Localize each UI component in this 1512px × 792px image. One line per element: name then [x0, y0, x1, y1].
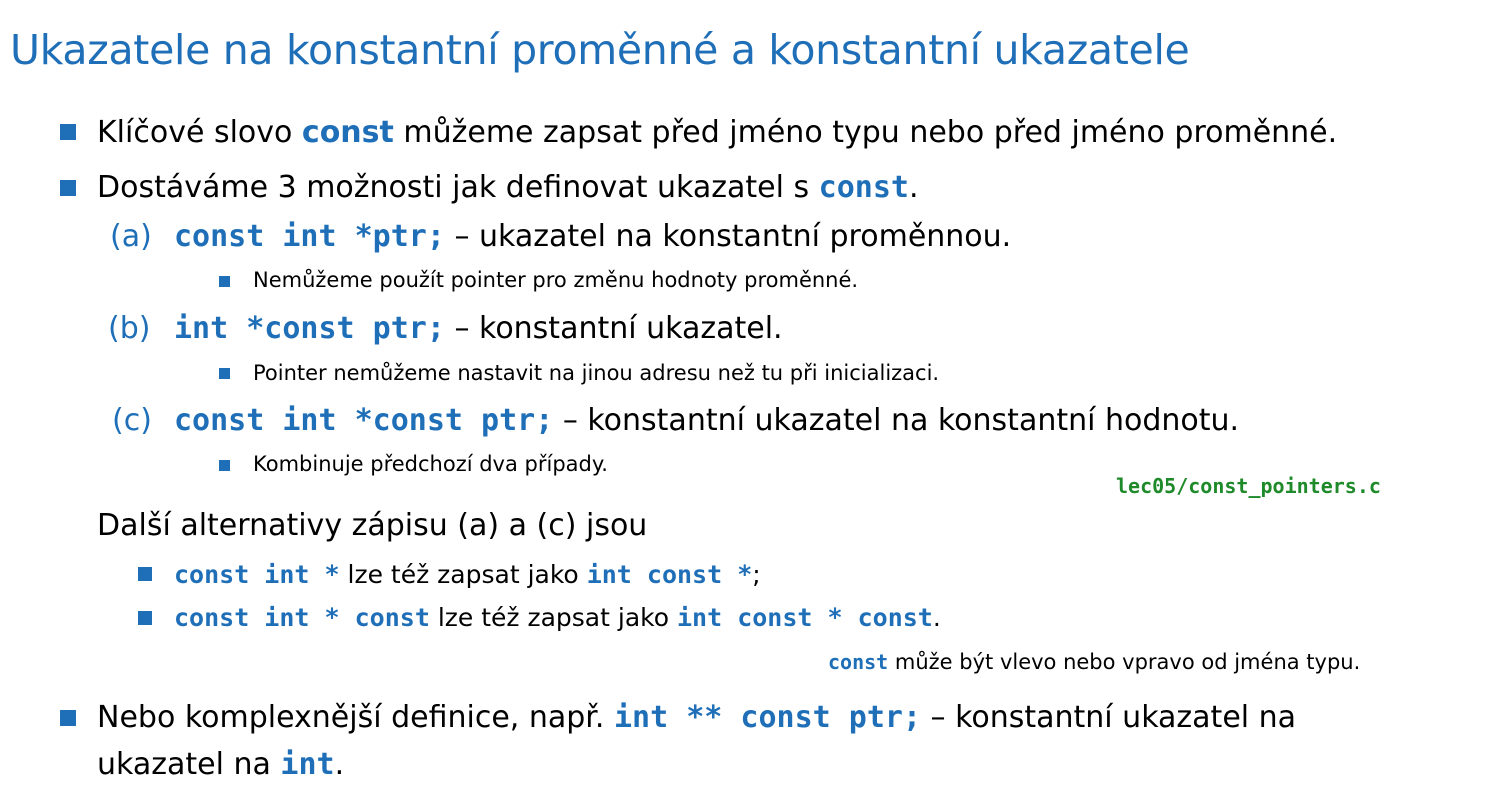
- bullet-2-text: Dostáváme 3 možnosti jak definovat ukazatel s const.: [97, 170, 919, 205]
- item-c-text: const int *const ptr; – konstantní ukazatel na konstantní hodnotu.: [174, 403, 1240, 438]
- bullet-1-marker: [60, 124, 76, 140]
- alt-2-text: const int * const lze též zapsat jako int const * const.: [174, 603, 941, 632]
- enum-label-b: (b): [108, 311, 151, 346]
- item-a-subtext: Nemůžeme použít pointer pro změnu hodnoty proměnné.: [253, 268, 859, 292]
- source-file-reference: lec05/const_pointers.c: [1116, 474, 1381, 498]
- item-a-sub-marker: [219, 276, 230, 287]
- keyword-const: const: [301, 115, 394, 150]
- item-b-sub-marker: [219, 368, 230, 379]
- bullet-2-marker: [60, 180, 76, 196]
- item-c-sub-marker: [219, 460, 230, 471]
- item-b-text: int *const ptr; – konstantní ukazatel.: [174, 311, 783, 346]
- bullet-1-text: Klíčové slovo const můžeme zapsat před jméno typu nebo před jméno proměnné.: [97, 115, 1338, 150]
- enum-label-a: (a): [110, 219, 152, 254]
- alternatives-heading: Další alternativy zápisu (a) a (c) jsou: [97, 508, 648, 543]
- alt-2-marker: [138, 611, 152, 625]
- alt-1-marker: [138, 567, 152, 581]
- alt-1-text: const int * lze též zapsat jako int const *;: [174, 560, 761, 589]
- item-b-subtext: Pointer nemůžeme nastavit na jinou adresu než tu při inicializaci.: [253, 361, 940, 385]
- item-c-subtext: Kombinuje předchozí dva případy.: [253, 452, 608, 476]
- slide-title: Ukazatele na konstantní proměnné a konstantní ukazatele: [10, 26, 1190, 74]
- bullet-3-line-2: ukazatel na int.: [97, 747, 345, 782]
- enum-label-c: (c): [112, 403, 152, 438]
- bullet-3-line-1: Nebo komplexnější definice, např. int ** const ptr; – konstantní ukazatel na: [97, 700, 1297, 735]
- bullet-3-marker: [60, 710, 76, 726]
- side-note: const může být vlevo nebo vpravo od jména typu.: [828, 650, 1361, 674]
- item-a-text: const int *ptr; – ukazatel na konstantní proměnnou.: [174, 219, 1012, 254]
